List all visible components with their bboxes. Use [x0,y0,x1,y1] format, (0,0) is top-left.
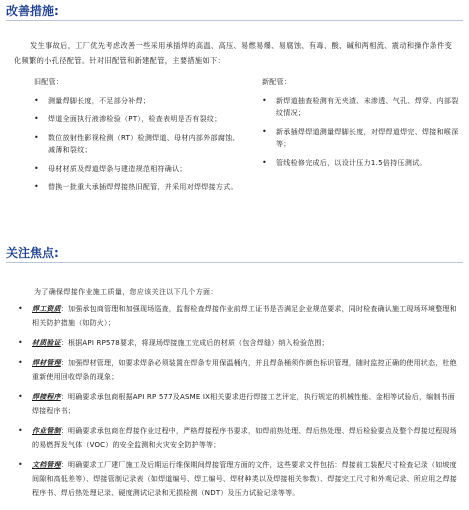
section-heading-focus: 关注焦点: [6,244,463,263]
bullet-icon: • [262,95,268,105]
bullet-icon: • [34,132,40,142]
focus-list [18,302,461,506]
focus-keyword: 作业管制 [32,427,61,435]
bullet-icon: • [18,392,23,401]
bullet-icon: • [34,182,40,191]
improvement-intro: 发生事故后，工厂优先考虑改善一些采用承插焊的高温、高压、易燃易爆、易腐蚀、有毒、酸、碱和两相流、震动和操作条件变化频繁的小孔径配管。针对旧配管和新建配管，主要措施如下： [14,41,453,65]
bullet-icon: • [34,95,40,105]
focus-keyword: 材质验证 [32,339,61,347]
old-piping-column [34,76,244,200]
focus-intro: 为了确保焊接作业施工质量，您应该关注以下几个方面： [34,288,218,296]
list-item: • 母材材质及焊道焊条与建造规范相符确认； [34,163,244,176]
list-item: • 新承插焊焊道测量焊脚长度，对焊焊道焊完、焊接和喉深等； [262,126,459,148]
list-item: • 作业管制：明确要求承包商在焊接作业过程中，严格焊接程序书要求，如焊前热处理、焊后热处理、焊后检验要点及整个焊接过程现场的易燃挥发气体（VOC）的安全监测和火灾安全防护等等； [18,426,457,449]
focus-keyword: 焊接程序 [32,393,61,401]
list-item: • 文档管理：明确要求工厂建厂施工及后期运行维保期间焊接管理方面的文件，这些要求文件包括：焊接前工装配尺寸检查记录（如坡度间隙和高低差等）、焊接管制记录表（如焊道编号、焊工编号、焊材种类以及焊接相关参数）、焊接完工尺寸和外观记录、所应用之焊接程序书、焊后热处理记录、硬度测试记录和无损检测（NDT）及压力试验记录等等。 [18,460,457,497]
bullet-icon: • [262,126,268,136]
list-item: • 新焊道抽查检测有无夹渣、未渗透、气孔、焊穿、内部裂纹情况； [262,95,459,117]
bullet-icon: • [18,304,23,313]
bullet-icon: • [18,358,23,367]
new-piping-column [262,76,464,175]
bullet-icon: • [18,460,23,469]
old-piping-list [34,95,244,194]
new-piping-title: 新配管： [262,78,292,86]
list-item: • 焊接程序：明确要求承包商根据API RP 577及ASME IX相关要求进行焊接工艺评定，执行规定的机械性能、金相等试验后，编制书面焊接程序书； [18,392,455,415]
list-item: • 替换一批重大承插焊焊接热旧配管，并采用对焊焊接方式。 [34,181,244,194]
old-piping-title: 旧配管： [34,78,64,86]
list-item: • 材质验证：根据API RP578要求，将现场焊接施工完成后的材质（包含焊缝）纳入检验范围； [18,336,461,350]
bullet-icon: • [18,338,23,347]
bullet-icon: • [18,426,23,435]
list-item: • 数位放射性影视检测（RT）检测焊道、母材内部外部腐蚀、减薄和裂纹； [34,132,240,154]
list-item: • 焊工资质：加强承包商管理和加强现场巡查，监督检查焊接作业前焊工证书是否满足企业规范要求，同时检查确认施工现场环境整理和相关防护措施（如防火）； [18,304,457,327]
focus-keyword: 焊工资质 [32,305,61,313]
bullet-icon: • [34,163,40,173]
section-heading-improvement: 改善措施: [6,2,463,21]
list-item: • 测量焊脚长度，不足部分补焊； [34,95,244,108]
bullet-icon: • [262,157,268,167]
bullet-icon: • [34,114,40,123]
list-item: • 焊材管理：加强焊材管理，如要求焊条必须装置在焊条专用保温桶内，并且焊条桶须作颜色标识管理，随时监控正确的使用状态，杜绝重新使用回收焊条的现象； [18,358,457,381]
new-piping-list [262,95,464,170]
focus-keyword: 文档管理 [32,461,61,469]
focus-keyword: 焊材管理 [32,359,61,367]
list-item: • 管线检修完成后，以设计压力1.5倍持压测试。 [262,157,464,170]
list-item: • 焊道全面执行液渗检验（PT），检查表明是否有裂纹； [34,113,244,126]
